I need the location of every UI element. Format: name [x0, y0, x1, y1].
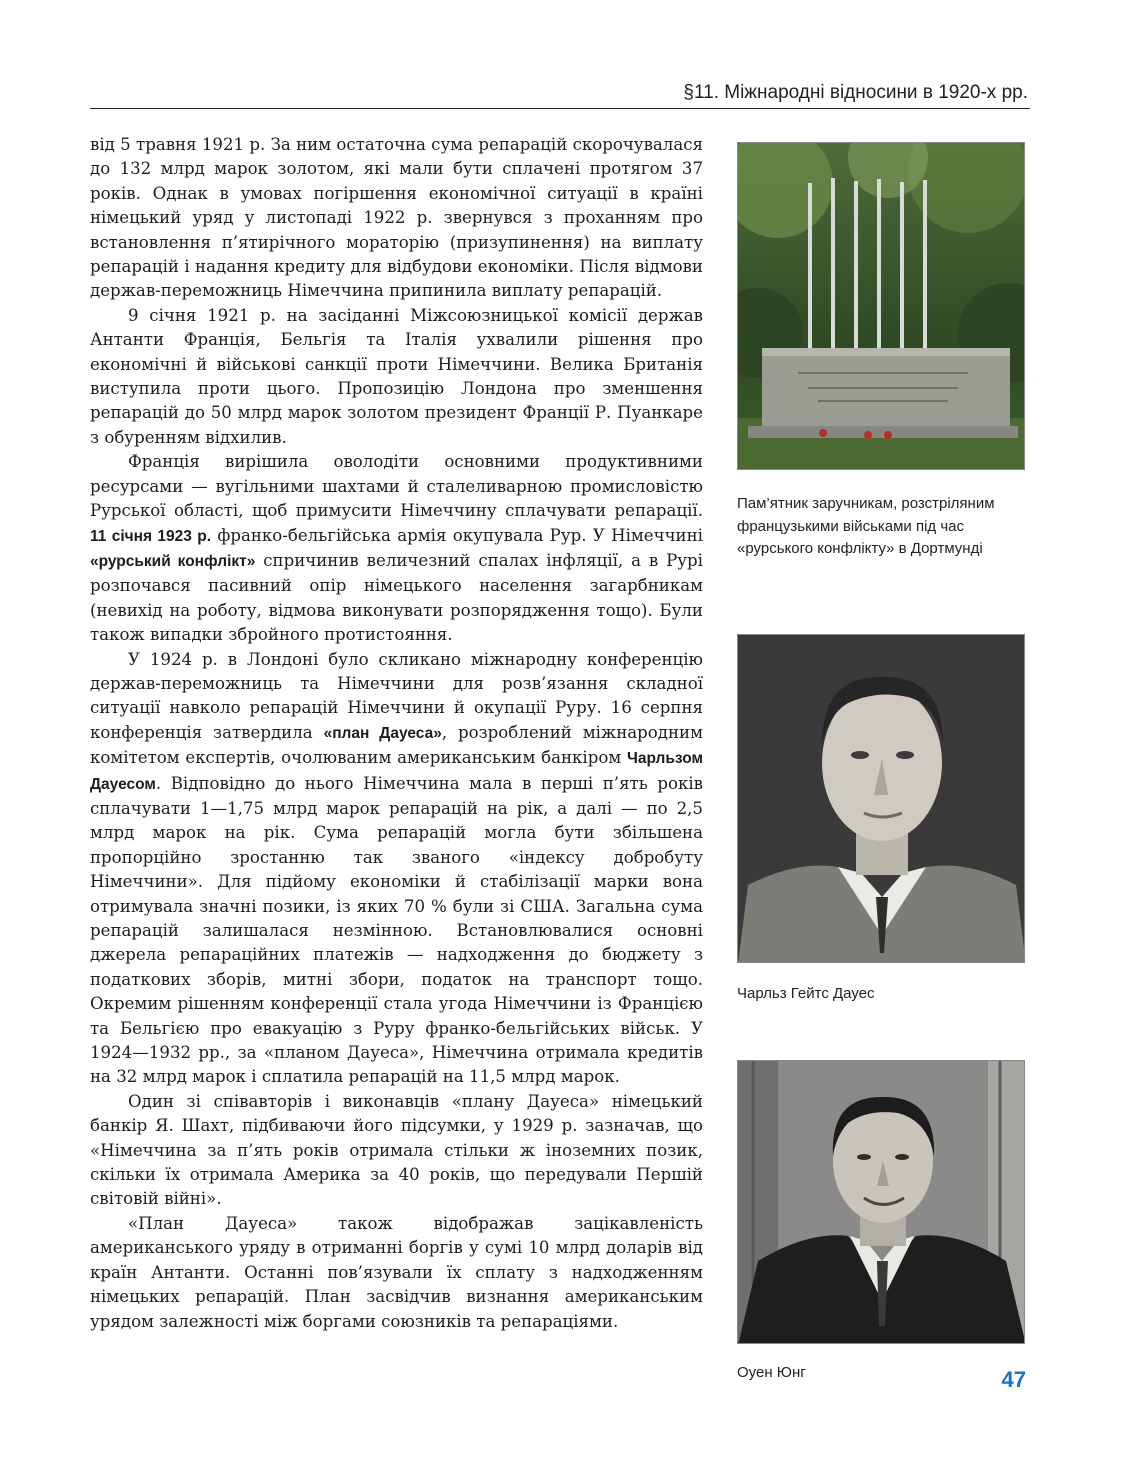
dawes-caption: Чарльз Гейтс Дауес: [737, 985, 875, 1002]
section-header-title: §11. Міжнародні відносини в 1920-х рр.: [683, 82, 1028, 103]
paragraph: [90, 648, 703, 1090]
paragraph-text: Франція вирішила оволодіти основними продуктивними ресурсами — вугільними шахтами й сталеливарною промисловістю Рурської області, щоб примусити Німеччину сплачувати репарації.: [90, 452, 703, 521]
memorial-photo-image: [738, 143, 1025, 470]
page-number: 47: [1001, 1367, 1026, 1392]
dawes-portrait-image: [738, 635, 1025, 963]
bold-term: «рурський конфлікт»: [90, 552, 256, 570]
main-text-column: [90, 133, 703, 1334]
paragraph-text: спричинив величезний спалах інфляції, а в Рурі розпочався пасивний опір німецького населення загарбникам (невихід на роботу, відмова виконувати розпорядження тощо). Були також випадки збройного протистояння.: [90, 550, 703, 645]
bold-term: «план Дауеса»: [323, 724, 442, 742]
young-portrait: [737, 1060, 1025, 1344]
paragraph: Один зі співавторів і виконавців «плану Дауеса» німецький банкір Я. Шахт, підбиваючи його підсумки, у 1929 р. зазначав, що «Німеччина за п’ять років отримала стільки ж іноземних позик, скільки їх отримала Америка за 40 років, що передували Першій світовій війні».: [90, 1091, 703, 1209]
memorial-caption: Пам’ятник заручникам, розстріляним французькими військами під час «рурського конфлікту» в Дортмунді: [737, 495, 995, 557]
paragraph-text: , розроблений міжнародним комітетом експертів, очолюваним американським банкіром: [90, 722, 703, 768]
paragraph-text: У 1924 р. в Лондоні було скликано міжнародну конференцію держав-переможниць та Німеччини для розв’язання складної ситуації навколо репарацій Німеччини й окупації Руру. 16 серпня конференція затвердила: [90, 649, 703, 742]
memorial-photo: [737, 142, 1025, 470]
paragraph: 9 січня 1921 р. на засіданні Міжсоюзницької комісії держав Антанти Франція, Бельгія та Італія ухвалили рішення про економічні й військові санкції проти Німеччини. Велика Британія виступила проти цього. Пропозицію Лондона про зменшення репарацій до 50 млрд марок золотом президент Франції Р. Пуанкаре з обуренням відхилив.: [90, 305, 703, 447]
dawes-portrait: [737, 634, 1025, 963]
paragraph: «План Дауеса» також відображав зацікавленість американського уряду в отриманні боргів у сумі 10 млрд доларів від країн Антанти. Останні пов’язували їх сплату з надходженням німецьких репарацій. План засвідчив визнання американським урядом залежності між боргами союзників та репараціями.: [90, 1213, 703, 1331]
bold-term: Чарльзом Дауесом: [90, 750, 703, 793]
paragraph-text: франко-бельгійська армія окупувала Рур. У Німеччині: [211, 525, 703, 545]
paragraph: [90, 450, 703, 647]
young-caption: Оуен Юнг: [737, 1364, 806, 1381]
paragraph-text: . Відповідно до нього Німеччина мала в перші п’ять років сплачувати 1—1,75 млрд марок репарацій на рік, а далі — по 2,5 млрд марок на рік. Сума репарацій могла бути збільшена пропорційно зростанню так званого «індексу добробуту Німеччини». Для підйому економіки й стабілізації марки вона отримувала значні позики, із яких 70 % були зі США. Загальна сума репарацій залишалася незмінною. Встановлювалися основні джерела репараційних платежів — надходження до бюджету з податкових зборів, митні збори, податок на транспорт тощо. Окремим рішенням конференції стала угода Німеччини із Францією та Бельгією про евакуацію з Руру франко-бельгійських військ. У 1924—1932 рр., за «планом Дауеса», Німеччина отримала кредитів на 32 млрд марок і сплатила репарацій на 11,5 млрд марок.: [90, 773, 703, 1087]
bold-term: 11 січня 1923 р.: [90, 527, 212, 545]
paragraph: від 5 травня 1921 р. За ним остаточна сума репарацій скорочувалася до 132 млрд марок золотом, які мали бути сплачені протягом 37 років. Однак в умовах погіршення економічної ситуації в країні німецький уряд у листопаді 1922 р. звернувся з проханням про встановлення п’ятирічного мораторію (призупинення) на виплату репарацій і надання кредиту для відбудови економіки. Після відмови держав-переможниць Німеччина припинила виплату репарацій.: [90, 135, 703, 301]
young-portrait-image: [738, 1061, 1025, 1344]
header-divider: [90, 108, 1030, 109]
